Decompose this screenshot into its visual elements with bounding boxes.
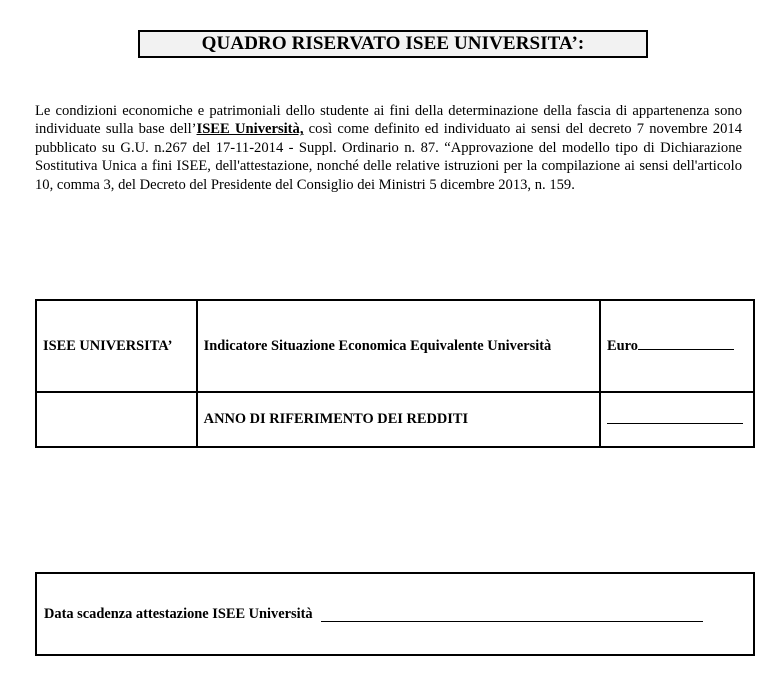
isee-amount-field[interactable] [638,337,734,350]
reference-year-value-cell[interactable] [600,392,754,447]
intro-paragraph [35,102,742,194]
reference-year-description: ANNO DI RIFERIMENTO DEI REDDITI [203,411,469,427]
reference-year-field[interactable] [607,411,743,424]
currency-label: Euro [607,338,638,354]
intro-text-after: così come definito ed individuato ai sensi del decreto 7 novembre 2014 pubblicato su G.U. n.267 del 17-11-2014 - Suppl. Ordinario n. 87. “Approvazione del modello tipo di Dichiarazione Sostitutiva Unica a fini ISEE, dell'attestazione, nonché delle relative istruzioni per la compilazione ai sensi dell'articolo 10, comma 3, del Decreto del Presidente del Consiglio dei Ministri 5 dicembre 2013, n. 159. [35,121,742,193]
section-title-box [138,30,648,58]
deadline-date-field[interactable] [321,607,703,622]
isee-universita-reference: ISEE Università, [196,121,304,138]
isee-label-cell [36,300,197,392]
isee-label: ISEE UNIVERSITA’ [43,337,173,354]
deadline-box [35,572,755,656]
isee-description-cell [197,300,600,392]
isee-description: Indicatore Situazione Economica Equivalente Università [203,337,552,354]
isee-row [36,300,754,392]
reference-year-row [36,392,754,447]
isee-amount-cell[interactable] [600,300,754,392]
isee-table [35,299,755,448]
deadline-label: Data scadenza attestazione ISEE Università [44,605,313,622]
empty-label-cell [36,392,197,447]
section-title: QUADRO RISERVATO ISEE UNIVERSITA’: [201,33,585,54]
reference-year-description-cell [197,392,600,447]
intro-text-before: Le condizioni economiche e patrimoniali dello studente ai fini della determinazione della fascia di appartenenza sono individuate sulla base dell’ [35,103,742,138]
